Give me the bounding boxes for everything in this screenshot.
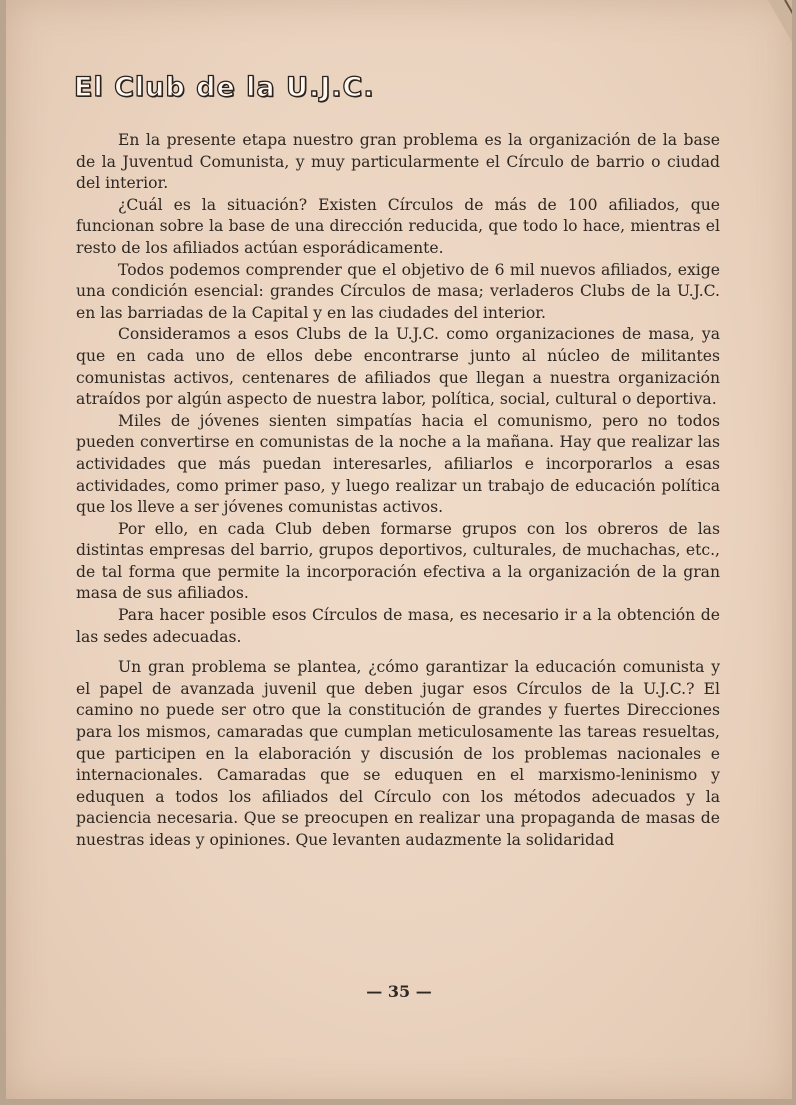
- paragraph-7: Para hacer posible esos Círculos de masa, es necesario ir a la obtención de las sedes adecuadas.: [76, 606, 720, 646]
- section-title: El Club de la U.J.C.: [74, 72, 375, 103]
- paragraph-4: Consideramos a esos Clubs de la U.J.C. como organizaciones de masa, ya que en cada uno de ellos debe encontrarse junto al núcleo de militantes comunistas activos, centenares de afiliados que llegan a nuestra organización atraídos por algún aspecto de nuestra labor, política, social, cultural o deportiva.: [76, 325, 720, 409]
- paragraph-6: Por ello, en cada Club deben formarse grupos con los obreros de las distintas empresas del barrio, grupos deportivos, culturales, de muchachas, etc., de tal forma que permite la incorporación efectiva a la organización de la gran masa de sus afiliados.: [76, 519, 720, 603]
- paragraph-5: Miles de jóvenes sienten simpatías hacia el comunismo, pero no todos pueden convertirse en comunistas de la noche a la mañana. Hay que realizar las actividades que más puedan interesarles, afiliarlos e incorporarlos a esas actividades, como primer paso, y luego realizar un trabajo de educación política que los lleve a ser jóvenes comunistas activos.: [76, 411, 720, 517]
- paragraph-1: En la presente etapa nuestro gran problema es la organización de la base de la Juventud Comunista, y muy particularmente el Círculo de barrio o ciudad del interior.: [76, 131, 720, 193]
- paragraph-8: Un gran problema se plantea, ¿cómo garantizar la educación comunista y el papel de avanzada juvenil que deben jugar esos Círculos de la U.J.C.? El camino no puede ser otro que la constitución de grandes y fuertes Direcciones para los mismos, camaradas que cumplan meticulosamente las tareas resueltas, que participen en la elaboración y discusión de los problemas nacionales e internacionales. Camaradas que se eduquen en el marxismo-leninismo y eduquen a todos los afiliados del Círculo con los métodos adecuados y la paciencia necesaria. Que se preocupen en realizar una propaganda de masas de nuestras ideas y opiniones. Que levanten audazmente la solidaridad: [76, 658, 720, 849]
- paragraph-2: ¿Cuál es la situación? Existen Círculos de más de 100 afiliados, que funcionan sobre la base de una dirección reducida, que todo lo hace, mientras el resto de los afiliados actúan esporádicamente.: [76, 195, 720, 257]
- paragraph-3: Todos podemos comprender que el objetivo de 6 mil nuevos afiliados, exige una condición esencial: grandes Círculos de masa; verladeros Clubs de la U.J.C. en las barriadas de la Capital y en las ciudades del interior.: [76, 260, 720, 322]
- page-number: — 35 —: [366, 982, 432, 1001]
- book-page: [6, 0, 792, 1099]
- body-text: [76, 130, 720, 852]
